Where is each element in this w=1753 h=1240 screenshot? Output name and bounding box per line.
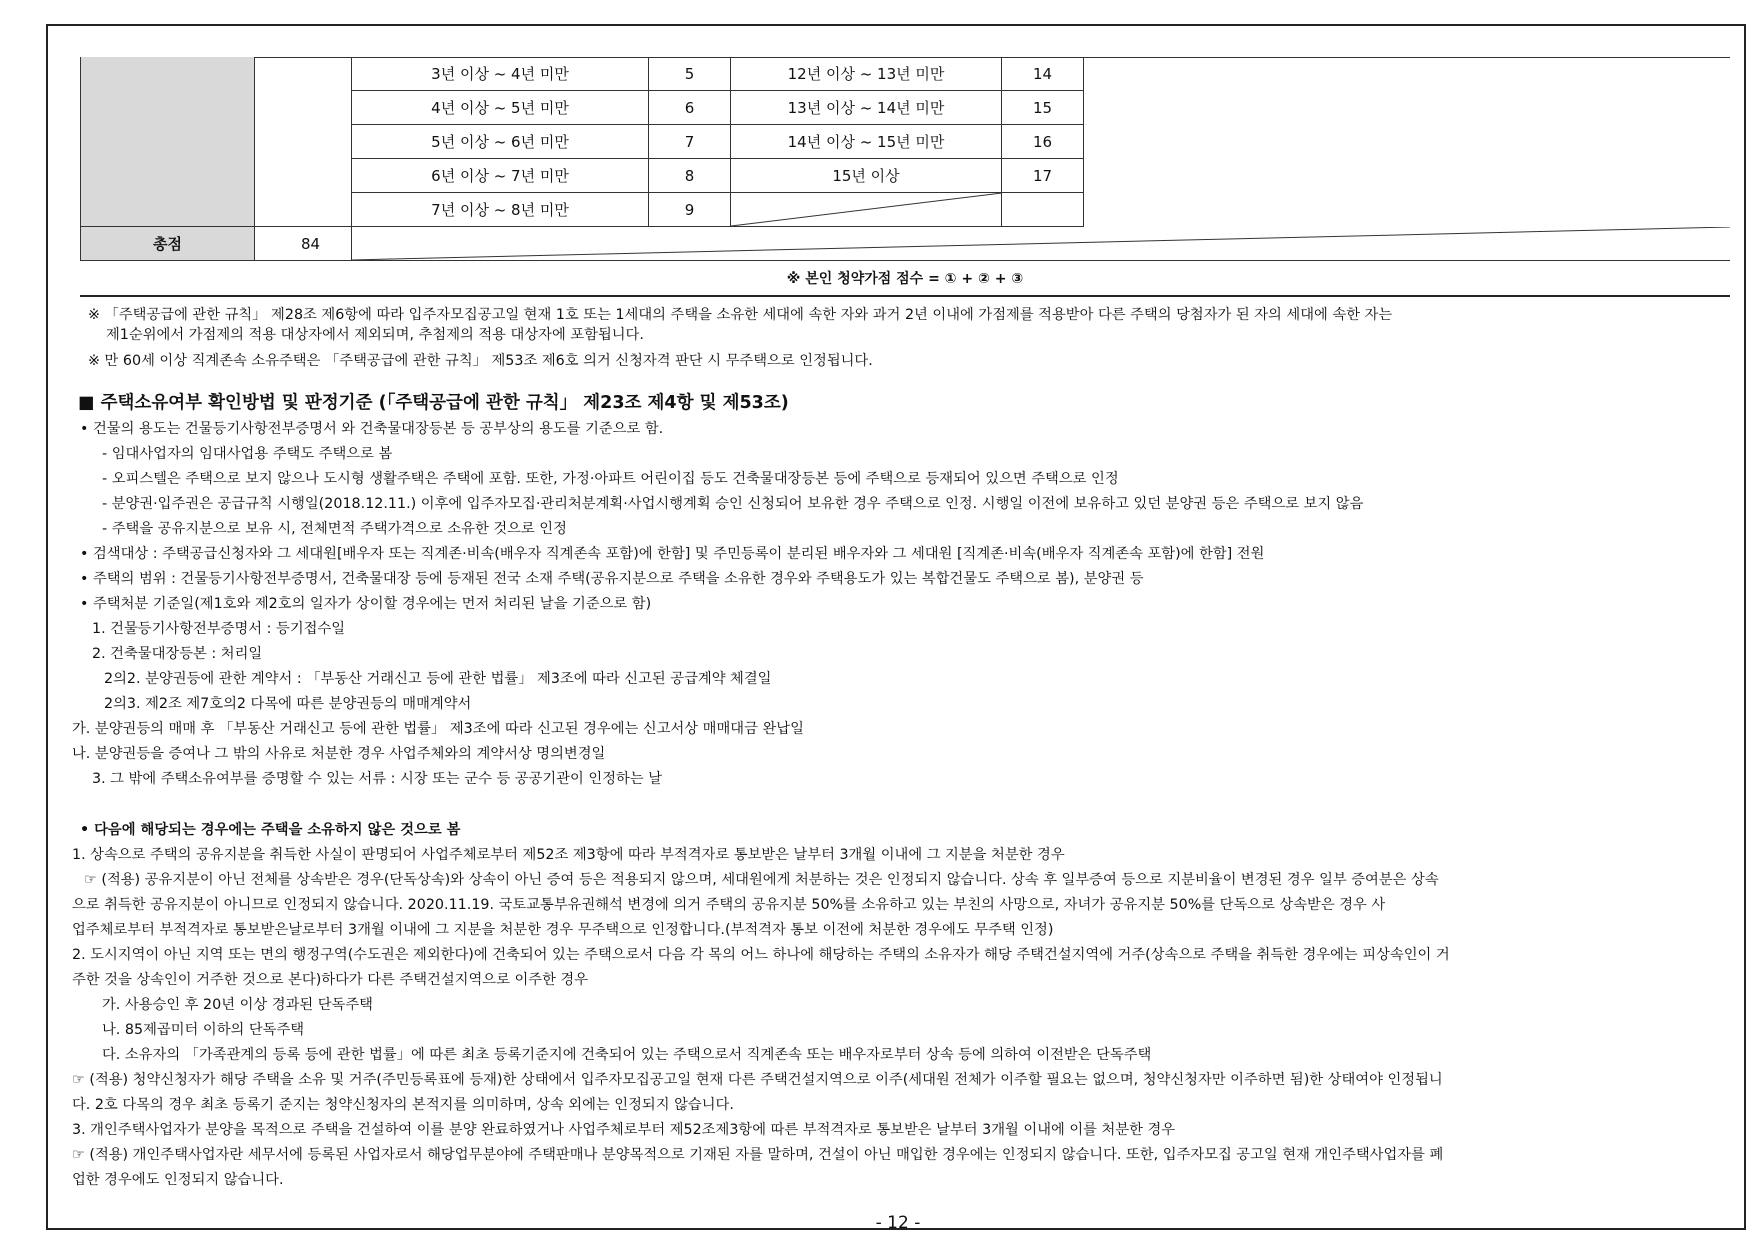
exceptions-title: • 다음에 해당되는 경우에는 주택을 소유하지 않은 것으로 봄 bbox=[80, 822, 461, 838]
period-label: 3년 이상 ~ 4년 미만 bbox=[352, 57, 649, 91]
period-label: 13년 이상 ~ 14년 미만 bbox=[731, 91, 1002, 125]
score-value: 15 bbox=[1002, 91, 1084, 125]
exceptions-line: 2. 도시지역이 아닌 지역 또는 면의 행정구역(수도권은 제외한다)에 건축되어 있는 주택으로서 다음 각 목의 어느 하나에 해당하는 주택의 소유자가 해당 주택건설지역에 거주(상속으로 주택을 취득한 경우에는 피상속인이 거 bbox=[72, 947, 1450, 963]
section-line: 1. 건물등기사항전부증명서 : 등기접수일 bbox=[92, 621, 346, 637]
exceptions-line: ☞ (적용) 청약신청자가 해당 주택을 소유 및 거주(주민등록표에 등재)한 상태에서 입주자모집공고일 현재 다른 주택건설지역으로 이주(세대원 전체가 이주할 필요는 없으며, 청약신청자만 이주하면 됨)한 상태여야 인정됩니 bbox=[72, 1072, 1443, 1088]
section-line: • 주택의 범위 : 건물등기사항전부증명서, 건축물대장 등에 등재된 전국 소재 주택(공유지분으로 주택을 소유한 경우와 주택용도가 있는 복합건물도 주택으로 봄), 분양권 등 bbox=[80, 571, 1144, 587]
period-label: 6년 이상 ~ 7년 미만 bbox=[352, 159, 649, 193]
score-value: 16 bbox=[1002, 125, 1084, 159]
score-value: 9 bbox=[649, 193, 731, 227]
exceptions-line: 주한 것을 상속인이 거주한 것으로 본다)하다가 다른 주택건설지역으로 이주한 경우 bbox=[72, 972, 589, 988]
total-value: 84 bbox=[255, 227, 352, 261]
period-label: 14년 이상 ~ 15년 미만 bbox=[731, 125, 1002, 159]
diagonal-line-icon bbox=[731, 193, 1002, 227]
section-line: 3. 그 밖에 주택소유여부를 증명할 수 있는 서류 : 시장 또는 군수 등 공공기관이 인정하는 날 bbox=[92, 771, 662, 787]
exceptions-line: 나. 85제곱미터 이하의 단독주택 bbox=[102, 1022, 305, 1038]
section-line: • 검색대상 : 주택공급신청자와 그 세대원[배우자 또는 직계존·비속(배우자 직계존속 포함)에 한함] 및 주민등록이 분리된 배우자와 그 세대원 [직계존·비속(배우자 직계존속 포함)에 한함] 전원 bbox=[80, 546, 1265, 562]
exceptions-line: ☞ (적용) 공유지분이 아닌 전체를 상속받은 경우(단독상속)와 상속이 아닌 증여 등은 적용되지 않으며, 세대원에게 처분하는 것은 인정되지 않습니다. 상속 후 일부증여 등으로 지분비율이 변경된 경우 일부 증여분은 상속 bbox=[84, 872, 1439, 888]
section-line: - 오피스텔은 주택으로 보지 않으나 도시형 생활주택은 주택에 포함. 또한, 가정·아파트 어린이집 등도 건축물대장등본 등에 주택으로 등재되어 있으면 주택으로 인정 bbox=[102, 471, 1119, 487]
total-row bbox=[80, 227, 1730, 261]
section-line: - 주택을 공유지분으로 보유 시, 전체면적 주택가격으로 소유한 것으로 인정 bbox=[102, 521, 567, 537]
score-value: 14 bbox=[1002, 57, 1084, 91]
section-line: 나. 분양권등을 증여나 그 밖의 사유로 처분한 경우 사업주체와의 계약서상 명의변경일 bbox=[72, 746, 606, 762]
category-cell bbox=[80, 57, 255, 227]
exceptions-line: 다. 소유자의 「가족관계의 등록 등에 관한 법률」에 따른 최초 등록기준지에 건축되어 있는 주택으로서 직계존속 또는 배우자로부터 상속 등에 의하여 이전받은 단독주택 bbox=[102, 1047, 1152, 1063]
note-line: ※ 만 60세 이상 직계존속 소유주택은 「주택공급에 관한 규칙」 제53조 제6호 의거 신청자격 판단 시 무주택으로 인정됩니다. bbox=[88, 353, 873, 369]
exceptions-line: 다. 2호 다목의 경우 최초 등록기 준지는 청약신청자의 본적지를 의미하며, 상속 외에는 인정되지 않습니다. bbox=[72, 1097, 734, 1113]
score-value: 17 bbox=[1002, 159, 1084, 193]
section-line: • 건물의 용도는 건물등기사항전부증명서 와 건축물대장등본 등 공부상의 용도를 기준으로 함. bbox=[80, 421, 664, 437]
period-label: 15년 이상 bbox=[731, 159, 1002, 193]
note-line: 제1순위에서 가점제의 적용 대상자에서 제외되며, 추첨제의 적용 대상자에 포함됩니다. bbox=[106, 327, 644, 343]
exceptions-line: 3. 개인주택사업자가 분양을 목적으로 주택을 건설하여 이를 분양 완료하였거나 사업주체로부터 제52조제3항에 따른 부적격자로 통보받은 날부터 3개월 이내에 이를 처분한 경우 bbox=[72, 1122, 1176, 1138]
diagonal-line-icon bbox=[352, 227, 1730, 261]
section-line: - 임대사업자의 임대사업용 주택도 주택으로 봄 bbox=[102, 446, 393, 462]
table-bottom-border bbox=[80, 295, 1730, 297]
note-line: ※ 「주택공급에 관한 규칙」 제28조 제6항에 따라 입주자모집공고일 현재 1호 또는 1세대의 주택을 소유한 세대에 속한 자와 과거 2년 이내에 가점제를 적용받아 다른 주택의 당첨자가 된 자의 세대에 속한 자는 bbox=[88, 307, 1393, 323]
section-line: 2의2. 분양권등에 관한 계약서 : 「부동산 거래신고 등에 관한 법률」 제3조에 따라 신고된 공급계약 체결일 bbox=[104, 671, 772, 687]
page-number: - 12 - bbox=[875, 1213, 921, 1230]
score-formula: ※ 본인 청약가점 점수 = ① + ② + ③ bbox=[786, 271, 1024, 287]
score-table bbox=[80, 57, 1730, 292]
exceptions-line: 업한 경우에도 인정되지 않습니다. bbox=[72, 1172, 284, 1188]
exceptions-line: 업주체로부터 부적격자로 통보받은날로부터 3개월 이내에 그 지분을 처분한 경우 무주택으로 인정합니다.(부적격자 통보 이전에 처분한 경우에도 무주택 인정) bbox=[72, 922, 1054, 938]
exceptions-line: 1. 상속으로 주택의 공유지분을 취득한 사실이 판명되어 사업주체로부터 제52조 제3항에 따라 부적격자로 통보받은 날부터 3개월 이내에 그 지분을 처분한 경우 bbox=[72, 847, 1065, 863]
score-value: 7 bbox=[649, 125, 731, 159]
page-frame bbox=[46, 24, 1746, 1230]
section-line: 가. 분양권등의 매매 후 「부동산 거래신고 등에 관한 법률」 제3조에 따라 신고된 경우에는 신고서상 매매대금 완납일 bbox=[72, 721, 804, 737]
exceptions-line: ☞ (적용) 개인주택사업자란 세무서에 등록된 사업자로서 해당업무분야에 주택판매나 분양목적으로 기재된 자를 말하며, 건설이 아닌 매입한 경우에는 인정되지 않습니다. 또한, 입주자모집 공고일 현재 개인주택사업자를 폐 bbox=[72, 1147, 1444, 1163]
period-label: 5년 이상 ~ 6년 미만 bbox=[352, 125, 649, 159]
total-label: 총점 bbox=[80, 227, 255, 261]
score-value: 6 bbox=[649, 91, 731, 125]
subcategory-cell bbox=[255, 57, 352, 227]
exceptions-line: 가. 사용승인 후 20년 이상 경과된 단독주택 bbox=[102, 997, 373, 1013]
section-line: - 분양권·입주권은 공급규칙 시행일(2018.12.11.) 이후에 입주자모집·관리처분계획·사업시행계획 승인 신청되어 보유한 경우 주택으로 인정. 시행일 이전에 보유하고 있던 분양권 등은 주택으로 보지 않음 bbox=[102, 496, 1364, 512]
period-label: 12년 이상 ~ 13년 미만 bbox=[731, 57, 1002, 91]
period-label: 4년 이상 ~ 5년 미만 bbox=[352, 91, 649, 125]
empty-diagonal-cell bbox=[731, 193, 1002, 227]
section-heading: ■ 주택소유여부 확인방법 및 판정기준 (「주택공급에 관한 규칙」 제23조 제4항 및 제53조) bbox=[78, 393, 789, 413]
section-line: 2. 건축물대장등본 : 처리일 bbox=[92, 646, 263, 662]
exceptions-line: 으로 취득한 공유지분이 아니므로 인정되지 않습니다. 2020.11.19. 국토교통부유권해석 변경에 의거 주택의 공유지분 50%를 소유하고 있는 부친의 사망으로, 자녀가 공유지분 50%를 단독으로 상속받은 경우 사 bbox=[72, 897, 1386, 913]
score-value: 8 bbox=[649, 159, 731, 193]
total-blank-cell bbox=[352, 227, 1730, 261]
section-line: • 주택처분 기준일(제1호와 제2호의 일자가 상이할 경우에는 먼저 처리된 날을 기준으로 함) bbox=[80, 596, 652, 612]
score-value: 5 bbox=[649, 57, 731, 91]
empty-cell bbox=[1002, 193, 1084, 227]
section-line: 2의3. 제2조 제7호의2 다목에 따른 분양권등의 매매계약서 bbox=[104, 696, 472, 712]
period-label: 7년 이상 ~ 8년 미만 bbox=[352, 193, 649, 227]
